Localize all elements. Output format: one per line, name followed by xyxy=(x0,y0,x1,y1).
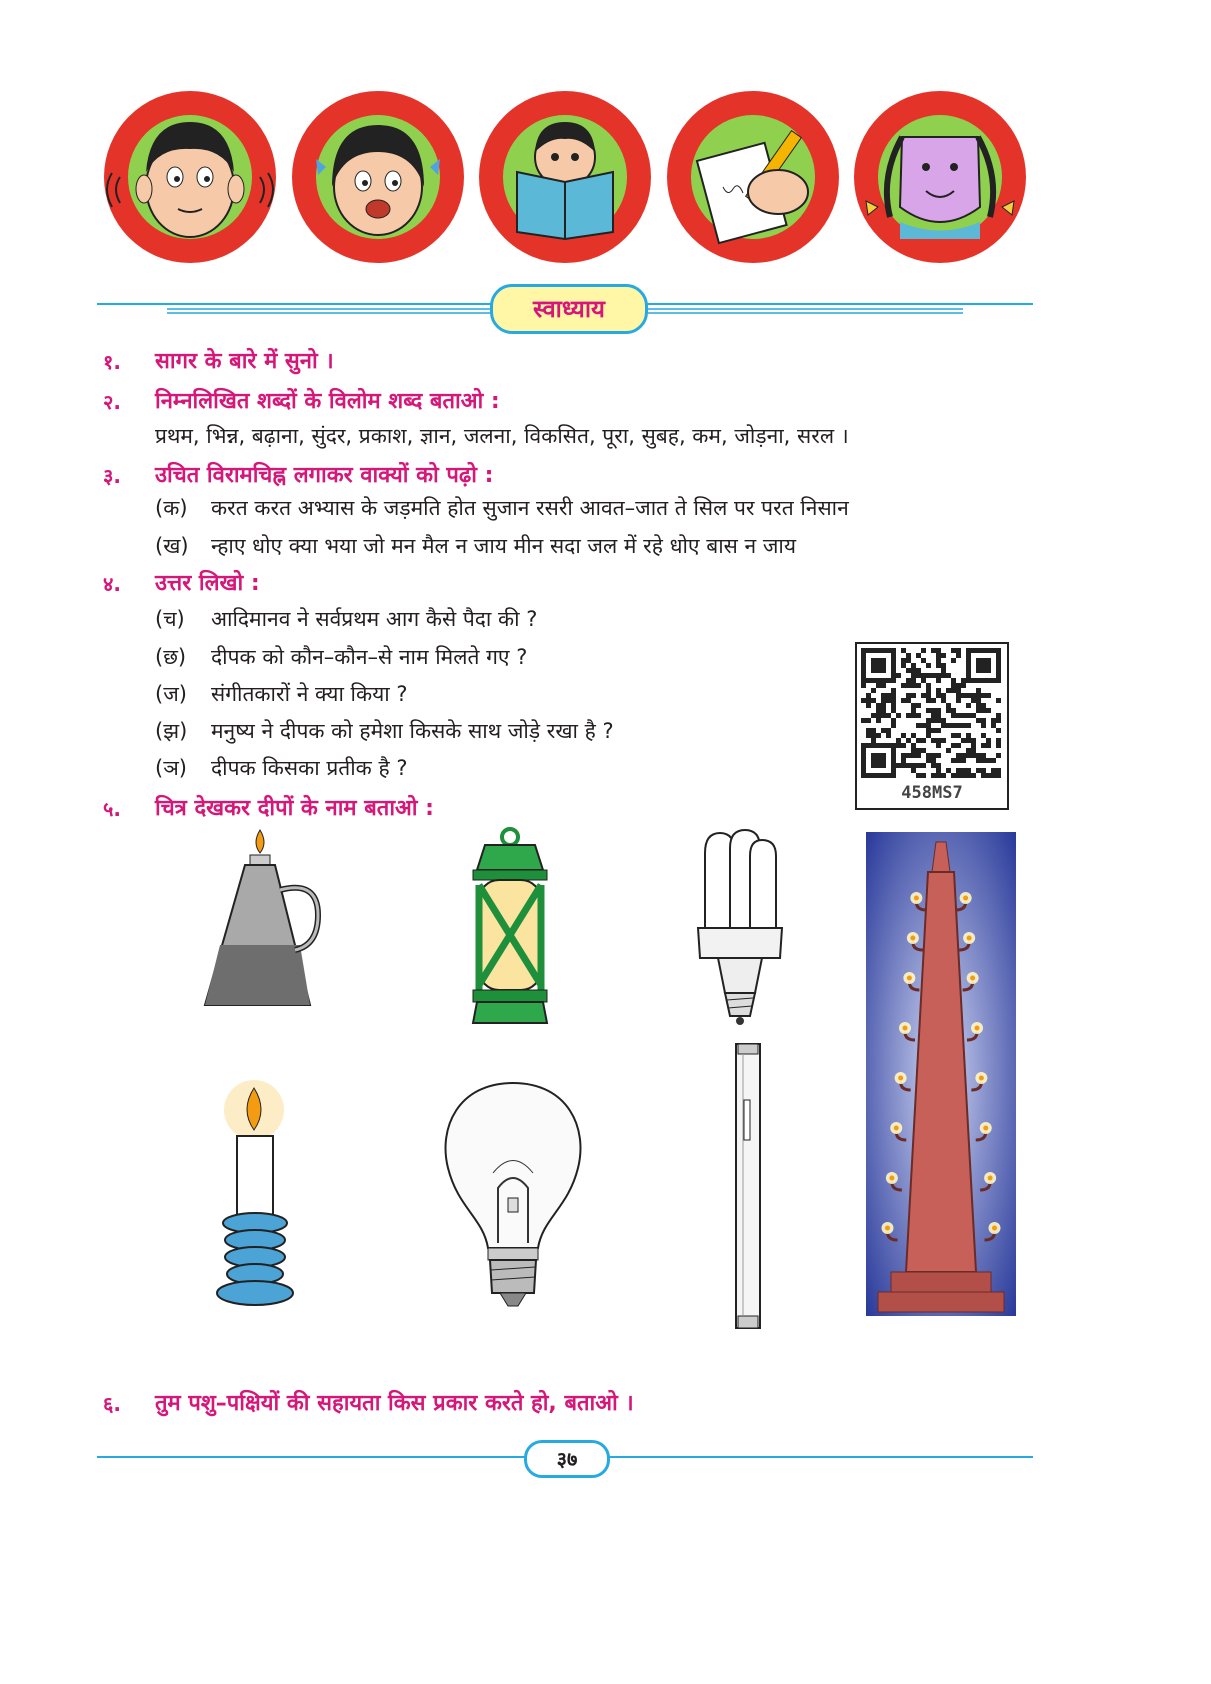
cfl-bulb-icon xyxy=(690,828,790,1028)
question-text: उचित विरामचिह्न लगाकर वाक्यों को पढ़ो : xyxy=(155,463,494,488)
list-item xyxy=(155,754,407,782)
question-number: ३. xyxy=(103,464,121,488)
question-number: ४. xyxy=(103,572,121,596)
page-number-badge xyxy=(524,1440,610,1478)
read-icon xyxy=(479,91,651,263)
list-item xyxy=(155,494,849,522)
question-text: सागर के बारे में सुनो । xyxy=(155,349,334,374)
qr-code[interactable] xyxy=(855,642,1009,810)
lantern-icon xyxy=(455,825,565,1030)
write-icon xyxy=(667,91,839,263)
section-title: स्वाध्याय xyxy=(533,295,605,323)
oil-lamp-icon xyxy=(200,825,330,1015)
question-text: निम्नलिखित शब्दों के विलोम शब्द बताओ : xyxy=(155,389,500,414)
tube-light-icon xyxy=(728,1040,768,1332)
item-tag: (झ) xyxy=(155,719,188,743)
item-tag: (क) xyxy=(155,496,188,520)
item-text: न्हाए धोए क्या भया जो मन मैल न जाय मीन सदा जल में रहे धोए बास न जाय xyxy=(211,534,797,558)
item-tag: (ञ) xyxy=(155,756,187,780)
listen-icon xyxy=(104,91,276,263)
antonym-word-list: प्रथम, भिन्न, बढ़ाना, सुंदर, प्रकाश, ज्ञान, जलना, विकसित, पूरा, सुबह, कम, जोड़ना, सरल । xyxy=(155,424,849,448)
question-text: तुम पशु–पक्षियों की सहायता किस प्रकार करते हो, बताओ । xyxy=(155,1391,634,1416)
list-item xyxy=(155,717,614,745)
item-text: करत करत अभ्यास के जड़मति होत सुजान रसरी आवत–जात ते सिल पर परत निसान xyxy=(211,496,849,520)
item-text: संगीतकारों ने क्या किया ? xyxy=(211,682,408,706)
candle-icon xyxy=(212,1078,302,1310)
item-tag: (च) xyxy=(155,607,185,631)
question-number: ५. xyxy=(103,797,121,821)
list-item xyxy=(155,532,796,560)
list-item xyxy=(155,605,537,633)
light-bulb-icon xyxy=(438,1078,588,1313)
item-tag: (छ) xyxy=(155,645,187,669)
item-text: आदिमानव ने सर्वप्रथम आग कैसे पैदा की ? xyxy=(211,607,538,631)
item-text: मनुष्य ने दीपक को हमेशा किसके साथ जोड़े रखा है ? xyxy=(211,719,614,743)
skill-banner xyxy=(95,90,1035,265)
section-title-badge xyxy=(490,284,648,334)
question-number: २. xyxy=(103,390,121,414)
question-number: १. xyxy=(103,350,121,374)
page-number: ३७ xyxy=(556,1447,578,1471)
item-tag: (ज) xyxy=(155,682,187,706)
question-number: ६. xyxy=(103,1392,121,1416)
item-text: दीपक को कौन–कौन–से नाम मिलते गए ? xyxy=(211,645,528,669)
question-text: उत्तर लिखो : xyxy=(155,571,260,596)
speak-icon xyxy=(292,91,464,263)
list-item xyxy=(155,680,408,708)
qr-code-label: 458MS7 xyxy=(901,783,963,803)
question-text: चित्र देखकर दीपों के नाम बताओ : xyxy=(155,796,434,821)
item-text: दीपक किसका प्रतीक है ? xyxy=(211,756,408,780)
deepstambh-tower-icon xyxy=(866,832,1016,1316)
item-tag: (ख) xyxy=(155,534,189,558)
list-item xyxy=(155,643,527,671)
mask-icon xyxy=(854,91,1026,263)
